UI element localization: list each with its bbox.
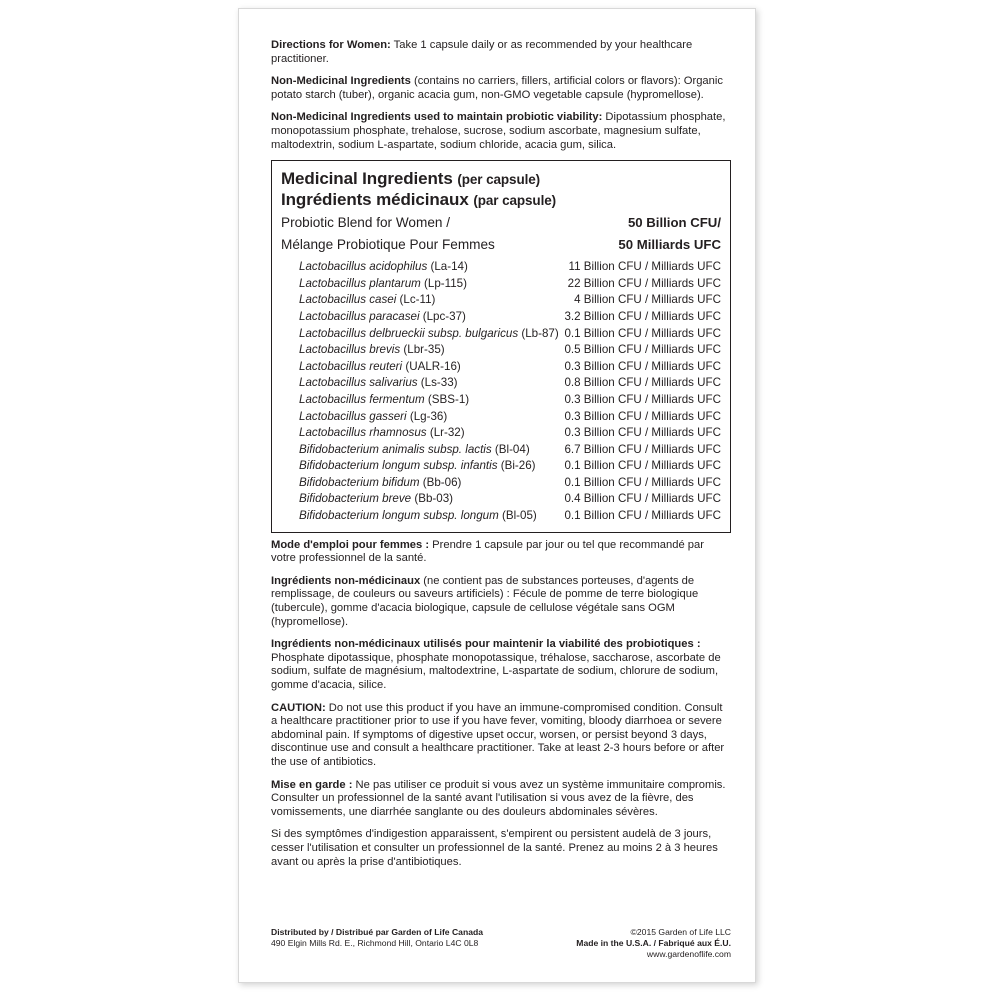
mise-en-garde-continued-paragraph: Si des symptômes d'indigestion apparaissent, s'empirent ou persistent audelà de 3 jours, cesser l'utilisation et consulter un professionnel de la santé. Prenez au moins 2 à 3 heures avant ou après la prise d'antibiotiques. <box>271 828 718 868</box>
mode-emploi-heading: Mode d'emploi pour femmes : <box>271 538 430 551</box>
medicinal-ingredients-title-en <box>281 169 721 190</box>
footer-right <box>576 927 731 960</box>
strain-amount-cell: 0.3 Billion CFU / Milliards UFC <box>564 392 721 406</box>
ingredients-viabilite-heading: Ingrédients non-médicinaux utilisés pour maintenir la viabilité des probiotiques : <box>271 638 701 651</box>
strain-table <box>281 259 721 525</box>
strain-amount-cell: 6.7 Billion CFU / Milliards UFC <box>564 442 721 456</box>
ingredients-non-medicinaux-text: (ne contient pas de substances porteuses, d'agents de remplissage, de couleurs ou saveurs artificiels) : Fécule de pomme de terre biologique (tubercule), gomme d'acacia biologique, capsule de cellulose végétale sans OGM (hypromellose). <box>271 574 699 628</box>
strain-amount-cell: 0.3 Billion CFU / Milliards UFC <box>564 359 721 373</box>
strain-code: (Bb-03) <box>411 492 454 506</box>
strain-code: (Lr-32) <box>426 426 465 440</box>
strain-name-cell <box>281 276 559 293</box>
probiotic-blend-label-fr: Mélange Probiotique Pour Femmes <box>281 236 495 252</box>
strain-code: (Bb-06) <box>419 475 462 489</box>
strain-name: Lactobacillus casei <box>299 293 397 307</box>
medicinal-title-fr-main: Ingrédients médicinaux <box>281 190 469 210</box>
strain-name-cell <box>281 458 559 475</box>
strain-code: (Lc-11) <box>396 293 436 307</box>
strain-name-cell <box>281 259 559 276</box>
table-row <box>281 409 721 426</box>
table-row <box>281 392 721 409</box>
ingredients-viabilite-text: Phosphate dipotassique, phosphate monopotassique, tréhalose, saccharose, ascorbate de sodium, sulfate de magnésium, maltodextrine, L-aspartate de sodium, chlorure de sodium, gomme d'acacia, silice. <box>271 651 721 691</box>
table-row <box>281 326 721 343</box>
mode-emploi-text: Prendre 1 capsule par jour ou tel que recommandé par votre professionnel de la santé. <box>271 538 704 565</box>
strain-name-cell <box>281 375 559 392</box>
non-medicinal-ingredients-paragraph <box>271 75 731 102</box>
strain-name-cell <box>281 342 559 359</box>
caution-text: Do not use this product if you have an immune-compromised condition. Consult a healthcare practitioner prior to use if you have fever, vomiting, bloody diarrhoea or severe abdominal pain. If symptoms of digestive upset occur, worsen, or persist beyond 3 days, discontinue use and consult a healthcare practitioner. Take at least 2-3 hours before or after the use of antibiotics. <box>271 701 725 768</box>
probiotic-blend-value-fr: 50 Milliards UFC <box>618 236 721 252</box>
distributed-address: 490 Elgin Mills Rd. E., Richmond Hill, Ontario L4C 0L8 <box>271 938 479 948</box>
strain-name-cell <box>281 392 559 409</box>
table-row <box>281 276 721 293</box>
strain-amount-cell: 0.1 Billion CFU / Milliards UFC <box>564 475 721 489</box>
caution-paragraph <box>271 702 731 770</box>
strain-name: Lactobacillus brevis <box>299 343 401 357</box>
strain-name-cell <box>281 425 559 442</box>
strain-amount-cell: 0.1 Billion CFU / Milliards UFC <box>564 326 721 340</box>
table-row <box>281 292 721 309</box>
ingredients-non-medicinaux-heading: Ingrédients non-médicinaux <box>271 574 421 587</box>
strain-name: Lactobacillus rhamnosus <box>299 426 427 440</box>
strain-code: (La-14) <box>427 260 468 274</box>
product-label-panel <box>238 8 756 983</box>
strain-name: Bifidobacterium longum subsp. longum <box>299 509 499 523</box>
strain-code: (Lbr-35) <box>400 343 445 357</box>
strain-name: Lactobacillus fermentum <box>299 392 425 406</box>
non-medicinal-viability-paragraph <box>271 111 731 152</box>
table-row <box>281 442 721 459</box>
strain-amount-cell: 0.8 Billion CFU / Milliards UFC <box>564 376 721 390</box>
ingredients-viabilite-paragraph <box>271 638 731 692</box>
mise-en-garde-text: Ne pas utiliser ce produit si vous avez un système immunitaire compromis. Consulter un professionnel de la santé avant l'utilisation si vous avez de la fièvre, des vomissements, une diarrhée sanglante ou des douleurs abdominales sévères. <box>271 778 726 818</box>
medicinal-title-en-main: Medicinal Ingredients <box>281 169 453 189</box>
table-row <box>281 508 721 525</box>
medicinal-title-fr-sub: (par capsule) <box>473 193 557 209</box>
non-medicinal-ingredients-heading: Non-Medicinal Ingredients <box>271 75 411 88</box>
distributed-by-heading <box>271 927 483 938</box>
probiotic-blend-value-en: 50 Billion CFU/ <box>627 215 721 231</box>
strain-name: Bifidobacterium bifidum <box>299 475 420 489</box>
table-row <box>281 491 721 508</box>
non-medicinal-ingredients-text: (contains no carriers, fillers, artificial colors or flavors): Organic potato starch (tuber), organic acacia gum, non-GMO vegetable capsule (hypromellose). <box>271 75 723 101</box>
directions-for-women-heading: Directions for Women: <box>271 39 391 51</box>
strain-code: (SBS-1) <box>424 392 470 406</box>
mise-en-garde-heading: Mise en garde : <box>271 778 353 791</box>
probiotic-blend-row-en <box>281 214 721 233</box>
strain-name: Lactobacillus gasseri <box>299 409 407 423</box>
table-row <box>281 475 721 492</box>
strain-name: Lactobacillus plantarum <box>299 276 421 290</box>
strain-name: Lactobacillus delbrueckii subsp. bulgaricus <box>299 326 519 340</box>
strain-code: (Lp-115) <box>420 276 467 290</box>
strain-code: (Lpc-37) <box>419 309 466 323</box>
label-content <box>271 39 731 878</box>
strain-amount-cell: 0.1 Billion CFU / Milliards UFC <box>564 459 721 473</box>
strain-amount-cell: 11 Billion CFU / Milliards UFC <box>568 260 721 274</box>
strain-name: Bifidobacterium animalis subsp. lactis <box>299 442 492 456</box>
strain-code: (UALR-16) <box>402 359 461 373</box>
strain-name-cell <box>281 442 559 459</box>
probiotic-blend-label-en: Probiotic Blend for Women / <box>281 215 450 231</box>
strain-name-cell <box>281 409 559 426</box>
strain-code: (Lg-36) <box>406 409 448 423</box>
strain-amount-cell: 0.4 Billion CFU / Milliards UFC <box>564 492 721 506</box>
strain-name-cell <box>281 292 559 309</box>
label-footer <box>271 927 731 960</box>
table-row <box>281 375 721 392</box>
strain-name: Lactobacillus acidophilus <box>299 260 428 274</box>
strain-amount-cell: 3.2 Billion CFU / Milliards UFC <box>564 309 721 323</box>
strain-code: (Bi-26) <box>497 459 536 473</box>
table-row <box>281 458 721 475</box>
copyright-text: ©2015 Garden of Life LLC <box>630 927 731 937</box>
strain-amount-cell: 0.3 Billion CFU / Milliards UFC <box>564 409 721 423</box>
table-row <box>281 359 721 376</box>
non-medicinal-viability-text: Dipotassium phosphate, monopotassium phosphate, trehalose, sucrose, sodium ascorbate, magnesium sulfate, maltodextrin, sodium L-aspartate, sodium chloride, acacia gum, silica. <box>271 111 726 151</box>
strain-name-cell <box>281 326 559 343</box>
probiotic-blend-row-fr <box>281 236 721 255</box>
directions-for-women-paragraph <box>271 39 731 66</box>
made-in-text <box>576 938 731 949</box>
medicinal-ingredients-title-fr <box>281 190 721 211</box>
strain-name: Bifidobacterium breve <box>299 492 412 506</box>
medicinal-title-en-sub: (per capsule) <box>457 172 541 188</box>
ingredients-non-medicinaux-paragraph <box>271 575 731 629</box>
strain-code: (Ls-33) <box>417 376 458 390</box>
strain-code: (Bl-05) <box>498 509 537 523</box>
strain-name-cell <box>281 491 559 508</box>
strain-amount-cell: 0.3 Billion CFU / Milliards UFC <box>564 426 721 440</box>
footer-left <box>271 927 483 949</box>
strain-name-cell <box>281 475 559 492</box>
strain-code: (Bl-04) <box>491 442 530 456</box>
strain-name-cell <box>281 508 559 525</box>
website-link[interactable]: www.gardenoflife.com <box>646 949 731 959</box>
made-in-label: Made in the U.S.A. / Fabriqué aux É.U. <box>576 938 731 948</box>
mode-emploi-paragraph <box>271 539 731 566</box>
strain-name-cell <box>281 309 559 326</box>
medicinal-ingredients-box <box>271 160 731 533</box>
strain-code: (Lb-87) <box>518 326 559 340</box>
strain-name: Bifidobacterium longum subsp. infantis <box>299 459 498 473</box>
table-row <box>281 425 721 442</box>
table-row <box>281 259 721 276</box>
mise-en-garde-paragraph <box>271 779 731 820</box>
strain-amount-cell: 0.1 Billion CFU / Milliards UFC <box>564 509 721 523</box>
caution-heading: CAUTION: <box>271 701 326 714</box>
strain-amount-cell: 22 Billion CFU / Milliards UFC <box>567 276 721 290</box>
strain-name: Lactobacillus salivarius <box>299 376 418 390</box>
non-medicinal-viability-heading: Non-Medicinal Ingredients used to maintain probiotic viability: <box>271 111 603 124</box>
strain-name: Lactobacillus reuteri <box>299 359 403 373</box>
distributed-by-text: Distributed by / Distribué par Garden of Life Canada <box>271 927 484 937</box>
footer-row <box>271 927 731 960</box>
strain-amount-cell: 4 Billion CFU / Milliards UFC <box>574 293 721 307</box>
directions-for-women-text: Take 1 capsule daily or as recommended by your healthcare practitioner. <box>271 39 693 65</box>
strain-name: Lactobacillus paracasei <box>299 309 420 323</box>
table-row <box>281 342 721 359</box>
strain-name-cell <box>281 359 559 376</box>
table-row <box>281 309 721 326</box>
strain-amount-cell: 0.5 Billion CFU / Milliards UFC <box>564 343 721 357</box>
